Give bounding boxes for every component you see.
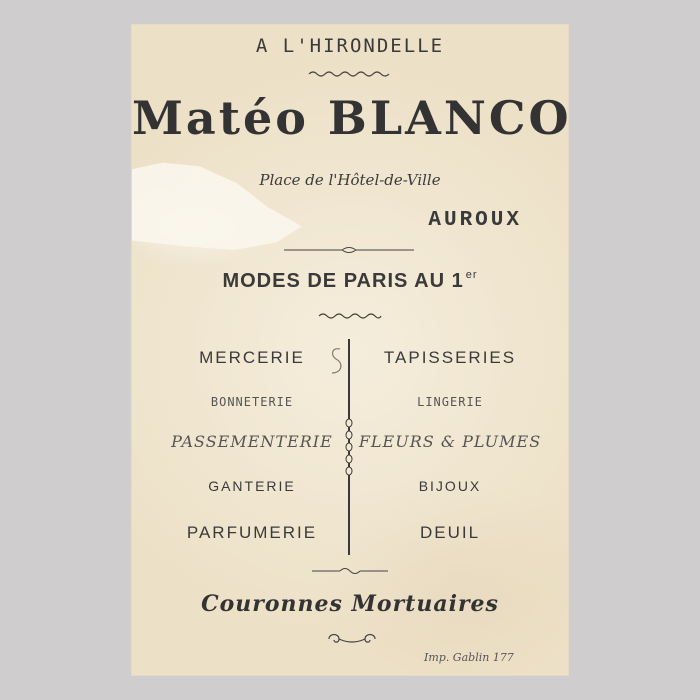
wavy-ornament-icon (307, 70, 393, 78)
list-item: BONNETERIE (210, 395, 294, 409)
scroll-ornament-icon (325, 631, 379, 647)
slogan-text: MODES DE PARIS AU 1 (222, 270, 464, 292)
list-item: LINGERIE (417, 395, 483, 409)
trade-card (132, 25, 572, 675)
list-item: MERCERIE (199, 348, 305, 367)
line-ornament-icon (282, 245, 416, 255)
list-item: DEUIL (419, 523, 481, 542)
handwritten-mark (324, 345, 348, 379)
list-item: GANTERIE (208, 478, 296, 494)
list-item: TAPISSERIES (383, 348, 517, 367)
list-item: FLEURS & PLUMES (358, 432, 542, 451)
list-item: PASSEMENTERIE (171, 432, 333, 451)
town-name: AUROUX (428, 209, 522, 232)
slogan-superscript: er (465, 269, 478, 281)
merchant-name: Matéo BLANCO (132, 91, 572, 145)
list-item: PARFUMERIE (186, 523, 318, 542)
footer-title: Couronnes Mortuaires (201, 591, 499, 617)
shop-sign-title: A L'HIRONDELLE (255, 35, 445, 57)
line-ornament-icon (310, 566, 390, 576)
address-line: Place de l'Hôtel-de-Ville (259, 171, 441, 189)
torn-paper-patch (132, 155, 302, 250)
list-item: BIJOUX (418, 478, 482, 494)
wavy-ornament-icon (317, 312, 383, 320)
slogan (132, 269, 568, 293)
printer-mark: Imp. Gablin 177 (424, 651, 514, 664)
